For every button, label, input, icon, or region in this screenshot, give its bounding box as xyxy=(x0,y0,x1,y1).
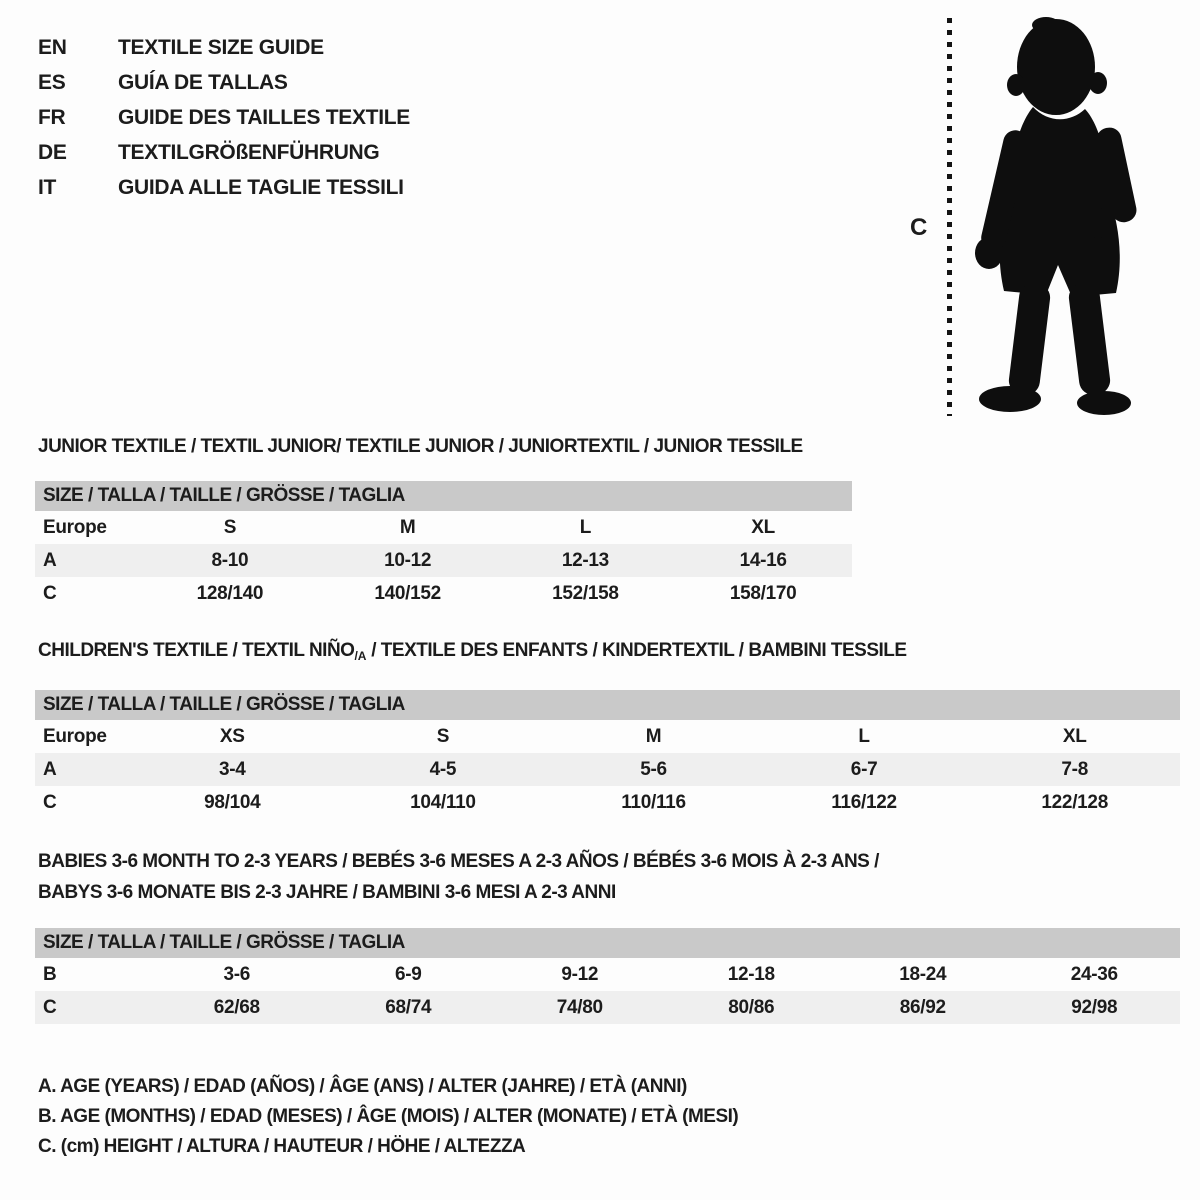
children-size-table xyxy=(35,690,1180,819)
age-cell: 5-6 xyxy=(548,753,759,786)
size-cell: L xyxy=(579,516,592,538)
age-cell: 14-16 xyxy=(674,544,852,577)
size-cell: XL xyxy=(751,516,775,538)
size-cell: S xyxy=(436,725,450,747)
height-cell: 92/98 xyxy=(1009,991,1181,1024)
height-cell: 152/158 xyxy=(552,582,619,604)
age-cell: 7-8 xyxy=(969,753,1180,786)
babies-size-table xyxy=(35,928,1180,1024)
height-cell: 128/140 xyxy=(196,582,264,604)
language-title-block xyxy=(38,30,410,205)
row-label: A xyxy=(35,544,141,577)
babies-section-heading xyxy=(38,846,879,908)
junior-size-table xyxy=(35,481,852,610)
age-cell: 6-7 xyxy=(759,753,970,786)
height-cell: 86/92 xyxy=(837,991,1009,1024)
legend-age-months: B. AGE (MONTHS) / EDAD (MESES) / ÂGE (MOIS) / ALTER (MONATE) / ETÀ (MESI) xyxy=(38,1106,739,1127)
size-table-header-bar: SIZE / TALLA / TAILLE / GRÖSSE / TAGLIA xyxy=(35,690,1180,720)
babies-heading-line1: BABIES 3-6 MONTH TO 2-3 YEARS / BEBÉS 3-6 MESES A 2-3 AÑOS / BÉBÉS 3-6 MOIS À 2-3 ANS / xyxy=(38,851,879,872)
guide-title-fr: GUIDE DES TAILLES TEXTILE xyxy=(118,105,410,129)
row-label: A xyxy=(35,753,127,786)
guide-title-en: TEXTILE SIZE GUIDE xyxy=(118,35,324,59)
height-cell: 74/80 xyxy=(494,991,666,1024)
legend-height-cm: C. (cm) HEIGHT / ALTURA / HAUTEUR / HÖHE / ALTEZZA xyxy=(38,1136,526,1157)
height-cell: 116/122 xyxy=(831,791,897,813)
language-row-es xyxy=(38,65,410,100)
row-label: C xyxy=(43,791,57,813)
legend-age-years: A. AGE (YEARS) / EDAD (AÑOS) / ÂGE (ANS) / ALTER (JAHRE) / ETÀ (ANNI) xyxy=(38,1076,687,1097)
height-cell: 98/104 xyxy=(204,791,261,813)
children-heading-text: / TEXTILE DES ENFANTS / KINDERTEXTIL / BAMBINI TESSILE xyxy=(366,640,907,661)
months-cell: 12-18 xyxy=(727,963,775,985)
size-cell: XL xyxy=(1062,725,1087,747)
size-table-header-bar: SIZE / TALLA / TAILLE / GRÖSSE / TAGLIA xyxy=(35,928,1180,958)
babies-row-months xyxy=(35,958,1180,991)
months-cell: 3-6 xyxy=(223,963,251,985)
legend-block xyxy=(38,1072,738,1162)
months-cell: 18-24 xyxy=(899,963,947,985)
height-cell: 62/68 xyxy=(151,991,323,1024)
size-cell: XS xyxy=(219,725,245,747)
children-row-age xyxy=(35,753,1180,786)
children-row-height xyxy=(35,786,1180,819)
height-cell: 140/152 xyxy=(374,582,441,604)
age-cell: 12-13 xyxy=(497,544,675,577)
children-section-heading xyxy=(38,640,907,663)
row-label: C xyxy=(43,582,57,604)
language-code: EN xyxy=(38,35,67,59)
babies-heading-line2: BABYS 3-6 MONATE BIS 2-3 JAHRE / BAMBINI 3-6 MESI A 2-3 ANNI xyxy=(38,882,616,903)
size-cell: L xyxy=(858,725,870,747)
size-cell: M xyxy=(645,725,662,747)
language-code: IT xyxy=(38,175,57,199)
months-cell: 24-36 xyxy=(1070,963,1118,985)
babies-row-height xyxy=(35,991,1180,1024)
age-cell: 3-4 xyxy=(127,753,338,786)
junior-section-heading: JUNIOR TEXTILE / TEXTIL JUNIOR/ TEXTILE JUNIOR / JUNIORTEXTIL / JUNIOR TESSILE xyxy=(38,436,803,457)
age-cell: 10-12 xyxy=(319,544,497,577)
language-code: DE xyxy=(38,140,67,164)
height-cell: 122/128 xyxy=(1041,791,1108,813)
height-cell: 104/110 xyxy=(410,791,476,813)
language-code: ES xyxy=(38,70,66,94)
guide-title-de: TEXTILGRÖßENFÜHRUNG xyxy=(118,140,380,164)
row-label: C xyxy=(35,991,151,1024)
language-row-it xyxy=(38,170,410,205)
language-row-en xyxy=(38,30,410,65)
guide-title-it: GUIDA ALLE TAGLIE TESSILI xyxy=(118,175,404,199)
size-table-header-bar: SIZE / TALLA / TAILLE / GRÖSSE / TAGLIA xyxy=(35,481,852,511)
children-heading-subscript: /A xyxy=(354,649,367,663)
guide-title-es: GUÍA DE TALLAS xyxy=(118,70,288,94)
height-cell: 158/170 xyxy=(729,582,797,604)
months-cell: 9-12 xyxy=(561,963,599,985)
language-row-de xyxy=(38,135,410,170)
height-cell: 110/116 xyxy=(621,791,686,813)
row-label: Europe xyxy=(43,516,107,538)
height-cell: 80/86 xyxy=(666,991,838,1024)
height-measure-label: C xyxy=(910,214,928,241)
children-row-europe xyxy=(35,720,1180,753)
toddler-silhouette-icon xyxy=(958,10,1158,422)
age-cell: 4-5 xyxy=(338,753,549,786)
size-cell: S xyxy=(223,516,237,538)
months-cell: 6-9 xyxy=(394,963,422,985)
language-row-fr xyxy=(38,100,410,135)
junior-row-height xyxy=(35,577,852,610)
row-label: Europe xyxy=(43,725,107,747)
height-cell: 68/74 xyxy=(323,991,495,1024)
junior-row-europe xyxy=(35,511,852,544)
row-label: B xyxy=(43,963,57,985)
children-heading-text: CHILDREN'S TEXTILE / TEXTIL NIÑO xyxy=(38,640,355,661)
age-cell: 8-10 xyxy=(141,544,319,577)
language-code: FR xyxy=(38,105,66,129)
size-cell: M xyxy=(399,516,416,538)
height-measure-dashed-line xyxy=(947,18,952,416)
junior-row-age xyxy=(35,544,852,577)
